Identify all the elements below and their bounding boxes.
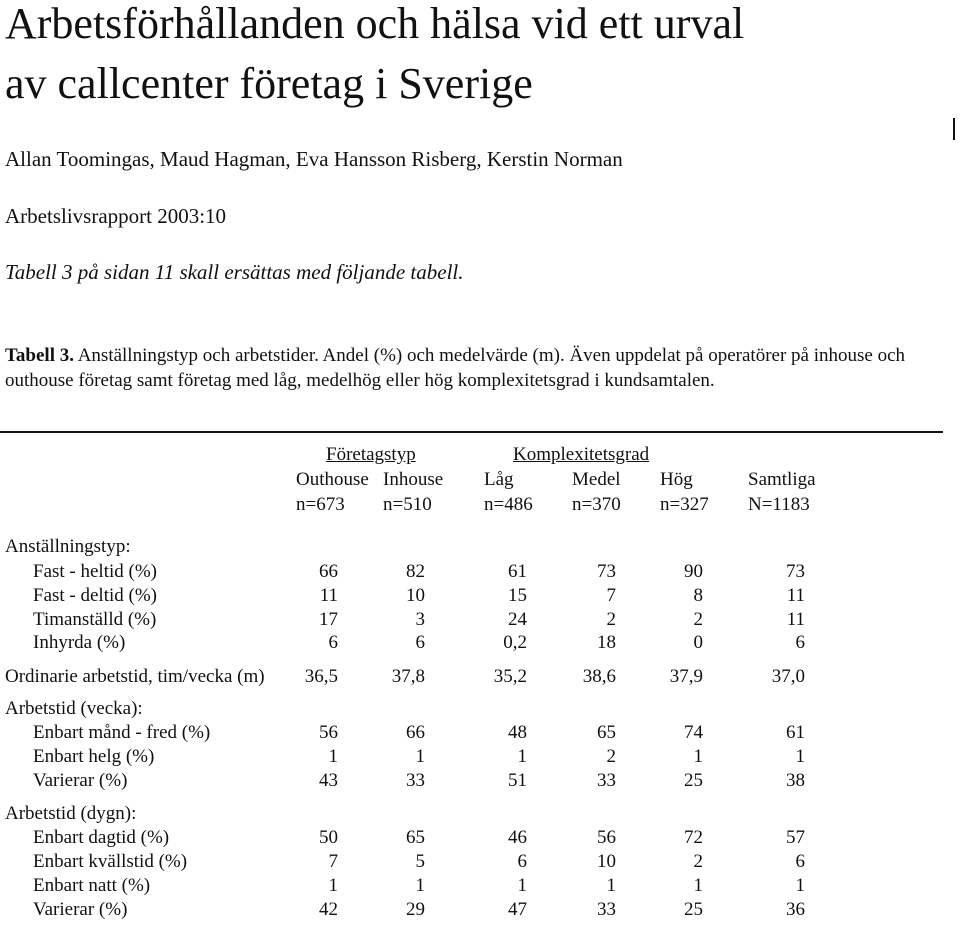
table-cell: 33 [597, 899, 616, 920]
table-cell: 6 [795, 851, 805, 872]
row-label: Fast - deltid (%) [33, 585, 158, 606]
table-cell: 37,9 [669, 666, 703, 687]
section-label: Arbetstid (vecka): [5, 698, 143, 719]
row-label: Fast - heltid (%) [33, 561, 158, 582]
table-cell: 11 [786, 585, 805, 606]
column-sample-size: n=673 [296, 494, 345, 515]
table-cell: 66 [406, 722, 425, 743]
document-title-line-2: av callcenter företag i Sverige [5, 59, 533, 108]
row-label: Enbart kvällstid (%) [33, 851, 188, 872]
group-header-foretagstyp: Företagstyp [326, 444, 416, 465]
table-cell: 47 [508, 899, 527, 920]
table-cell: 0,2 [503, 632, 527, 653]
table-cell: 33 [406, 770, 425, 791]
table-cell: 1 [795, 875, 805, 896]
table-cell: 6 [795, 632, 805, 653]
table-top-rule [0, 431, 943, 433]
table-cell: 33 [597, 770, 616, 791]
table-cell: 5 [415, 851, 425, 872]
row-label: Enbart månd - fred (%) [33, 722, 211, 743]
table-cell: 38 [786, 770, 805, 791]
column-sample-size: N=1183 [748, 494, 810, 515]
table-cell: 7 [606, 585, 616, 606]
table-cell: 56 [319, 722, 338, 743]
section-label: Ordinarie arbetstid, tim/vecka (m) [5, 666, 265, 687]
replacement-notice: Tabell 3 på sidan 11 skall ersättas med följande tabell. [5, 260, 464, 284]
table-cell: 65 [406, 827, 425, 848]
table-cell: 56 [597, 827, 616, 848]
table-cell: 1 [328, 875, 338, 896]
table-cell: 1 [328, 746, 338, 767]
column-header: Outhouse [296, 469, 369, 490]
table-cell: 1 [693, 875, 703, 896]
table-cell: 6 [517, 851, 527, 872]
table-cell: 2 [693, 609, 703, 630]
row-label: Varierar (%) [33, 899, 128, 920]
table-cell: 24 [508, 609, 527, 630]
table-cell: 61 [786, 722, 805, 743]
table-cell: 2 [693, 851, 703, 872]
authors-line: Allan Toomingas, Maud Hagman, Eva Hansson Risberg, Kerstin Norman [5, 147, 623, 171]
table-cell: 36,5 [304, 666, 338, 687]
table-caption-label: Tabell 3. [5, 345, 74, 366]
table-cell: 2 [606, 746, 616, 767]
table-cell: 65 [597, 722, 616, 743]
table-cell: 8 [693, 585, 703, 606]
column-header: Inhouse [383, 469, 444, 490]
text-cursor [953, 118, 955, 140]
row-label: Inhyrda (%) [33, 632, 126, 653]
table-cell: 50 [319, 827, 338, 848]
table-cell: 17 [319, 609, 338, 630]
column-header: Hög [660, 469, 693, 490]
table-caption [5, 343, 945, 393]
table-cell: 1 [693, 746, 703, 767]
table-cell: 2 [606, 609, 616, 630]
table-cell: 10 [406, 585, 425, 606]
table-cell: 1 [795, 746, 805, 767]
table-cell: 36 [786, 899, 805, 920]
table-cell: 35,2 [493, 666, 527, 687]
column-header: Medel [572, 469, 621, 490]
group-header-komplexitetsgrad: Komplexitetsgrad [513, 444, 650, 465]
table-cell: 0 [693, 632, 703, 653]
row-label: Enbart helg (%) [33, 746, 155, 767]
section-label: Arbetstid (dygn): [5, 803, 137, 824]
section-label: Anställningstyp: [5, 536, 131, 557]
table-cell: 73 [597, 561, 616, 582]
table-cell: 43 [319, 770, 338, 791]
table-cell: 29 [406, 899, 425, 920]
table-cell: 7 [328, 851, 338, 872]
row-label: Enbart dagtid (%) [33, 827, 170, 848]
table-cell: 46 [508, 827, 527, 848]
table-cell: 1 [415, 746, 425, 767]
table-cell: 10 [597, 851, 616, 872]
table-cell: 66 [319, 561, 338, 582]
table-cell: 11 [786, 609, 805, 630]
column-sample-size: n=486 [484, 494, 533, 515]
table-caption-text: Anställningstyp och arbetstider. Andel (%) och medelvärde (m). Även uppdelat på operatörer på inhouse och outhouse företag samt företag med låg, medelhög eller hög komplexitetsgrad i kundsamtalen. [5, 345, 905, 391]
table-cell: 82 [406, 561, 425, 582]
table-cell: 15 [508, 585, 527, 606]
row-label: Timanställd (%) [33, 609, 157, 630]
table-cell: 37,8 [391, 666, 425, 687]
table-cell: 25 [684, 770, 703, 791]
table-cell: 74 [684, 722, 703, 743]
table-cell: 1 [415, 875, 425, 896]
table-cell: 1 [517, 875, 527, 896]
column-sample-size: n=510 [383, 494, 432, 515]
table-cell: 61 [508, 561, 527, 582]
report-number: Arbetslivsrapport 2003:10 [5, 204, 227, 228]
table-cell: 51 [508, 770, 527, 791]
table-cell: 18 [597, 632, 616, 653]
table-cell: 42 [319, 899, 338, 920]
column-header: Samtliga [748, 469, 816, 490]
document-title-line-1: Arbetsförhållanden och hälsa vid ett urval [5, 0, 745, 48]
table-cell: 73 [786, 561, 805, 582]
table-cell: 3 [415, 609, 425, 630]
table-cell: 38,6 [582, 666, 616, 687]
table-cell: 1 [517, 746, 527, 767]
table-cell: 57 [786, 827, 805, 848]
table-cell: 90 [684, 561, 703, 582]
table-cell: 25 [684, 899, 703, 920]
table-cell: 6 [415, 632, 425, 653]
table-cell: 11 [319, 585, 338, 606]
row-label: Enbart natt (%) [33, 875, 151, 896]
column-header: Låg [484, 469, 514, 490]
table-cell: 72 [684, 827, 703, 848]
column-sample-size: n=327 [660, 494, 709, 515]
table-cell: 1 [606, 875, 616, 896]
column-sample-size: n=370 [572, 494, 621, 515]
row-label: Varierar (%) [33, 770, 128, 791]
table-cell: 6 [328, 632, 338, 653]
table-cell: 48 [508, 722, 527, 743]
table-cell: 37,0 [771, 666, 805, 687]
